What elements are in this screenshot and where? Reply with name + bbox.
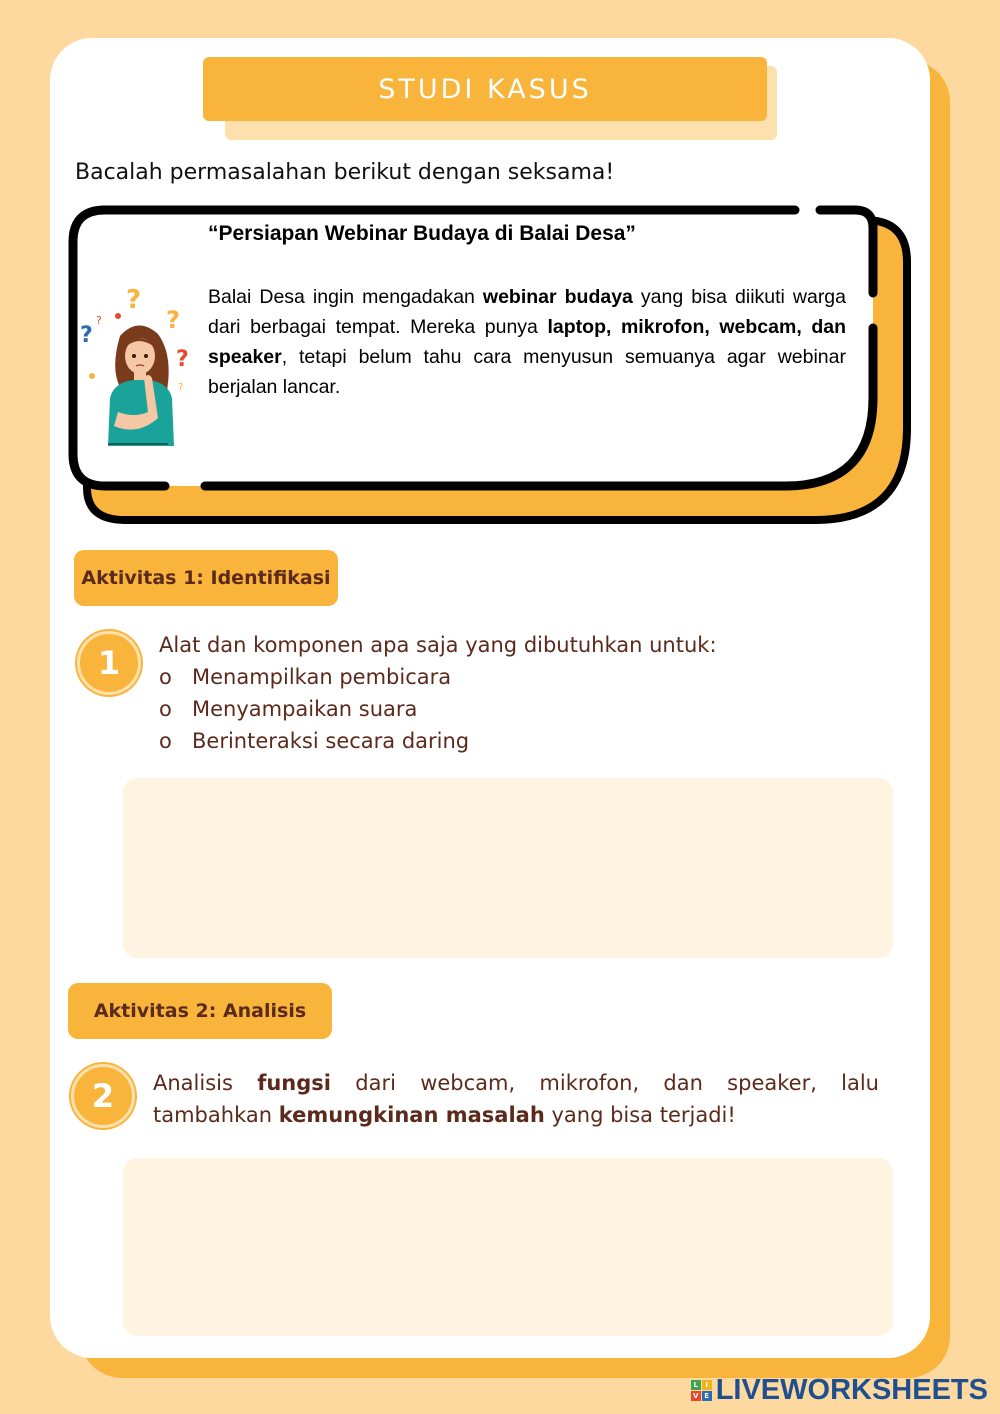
svg-text:?: ? xyxy=(176,347,189,372)
list-item xyxy=(159,725,859,757)
thinking-girl-illustration xyxy=(78,286,198,446)
question-1-list xyxy=(159,661,859,757)
story-bold-1: webinar budaya xyxy=(482,286,633,308)
svg-text:?: ? xyxy=(178,382,184,393)
question-1 xyxy=(159,629,859,757)
svg-text:?: ? xyxy=(166,306,180,334)
logo-letter-i: I xyxy=(702,1380,712,1390)
liveworksheets-logo[interactable] xyxy=(691,1374,988,1407)
question-2-text xyxy=(153,1067,879,1131)
list-item-text: Menampilkan pembicara xyxy=(192,665,452,689)
activity-2-label: Aktivitas 2: Analisis xyxy=(68,983,332,1039)
question-2-part-1: Analisis xyxy=(153,1071,258,1095)
question-1-text: Alat dan komponen apa saja yang dibutuhkan untuk: xyxy=(159,633,717,657)
svg-text:?: ? xyxy=(126,286,142,315)
question-2-number: 2 xyxy=(71,1064,135,1128)
list-item-text: Berinteraksi secara daring xyxy=(192,729,470,753)
answer-box-2[interactable] xyxy=(123,1158,893,1336)
question-2-part-2: dari webcam, mikrofon, dan speaker, lalu tambahkan xyxy=(153,1071,879,1127)
list-item-text: Menyampaikan suara xyxy=(192,697,418,721)
story-bold-2: laptop, mikrofon, webcam, dan speaker xyxy=(208,316,846,368)
bullet-marker: o xyxy=(159,697,172,721)
question-2-bold-2: kemungkinan masalah xyxy=(278,1103,545,1127)
svg-text:?: ? xyxy=(80,323,93,348)
answer-box-1[interactable] xyxy=(123,778,893,958)
bullet-marker: o xyxy=(159,729,172,753)
list-item xyxy=(159,693,859,725)
svg-text:?: ? xyxy=(96,314,102,327)
story-title: “Persiapan Webinar Budaya di Balai Desa” xyxy=(208,222,636,245)
title-banner xyxy=(203,57,767,121)
story-text-3: , tetapi belum tahu cara menyusun semuanya agar webinar berjalan lancar. xyxy=(208,346,846,398)
logo-letter-e: E xyxy=(702,1391,712,1401)
story-text-1: Balai Desa ingin mengadakan xyxy=(208,286,483,308)
question-2-bold-1: fungsi xyxy=(257,1071,331,1095)
page-title: STUDI KASUS xyxy=(378,73,592,105)
logo-letter-l: L xyxy=(691,1380,701,1390)
instruction-text: Bacalah permasalahan berikut dengan seksama! xyxy=(75,160,615,185)
activity-1-label: Aktivitas 1: Identifikasi xyxy=(74,550,338,606)
list-item xyxy=(159,661,859,693)
story-body xyxy=(208,282,846,402)
question-2-part-3: yang bisa terjadi! xyxy=(544,1103,736,1127)
logo-letter-v: V xyxy=(691,1391,701,1401)
bullet-marker: o xyxy=(159,665,172,689)
question-1-number: 1 xyxy=(77,631,141,695)
story-text-2: yang bisa diikuti warga dari berbagai tempat. Mereka punya xyxy=(208,286,847,338)
logo-mark-icon xyxy=(691,1380,712,1401)
worksheet-card xyxy=(50,38,930,1358)
logo-text: LIVEWORKSHEETS xyxy=(715,1374,988,1406)
